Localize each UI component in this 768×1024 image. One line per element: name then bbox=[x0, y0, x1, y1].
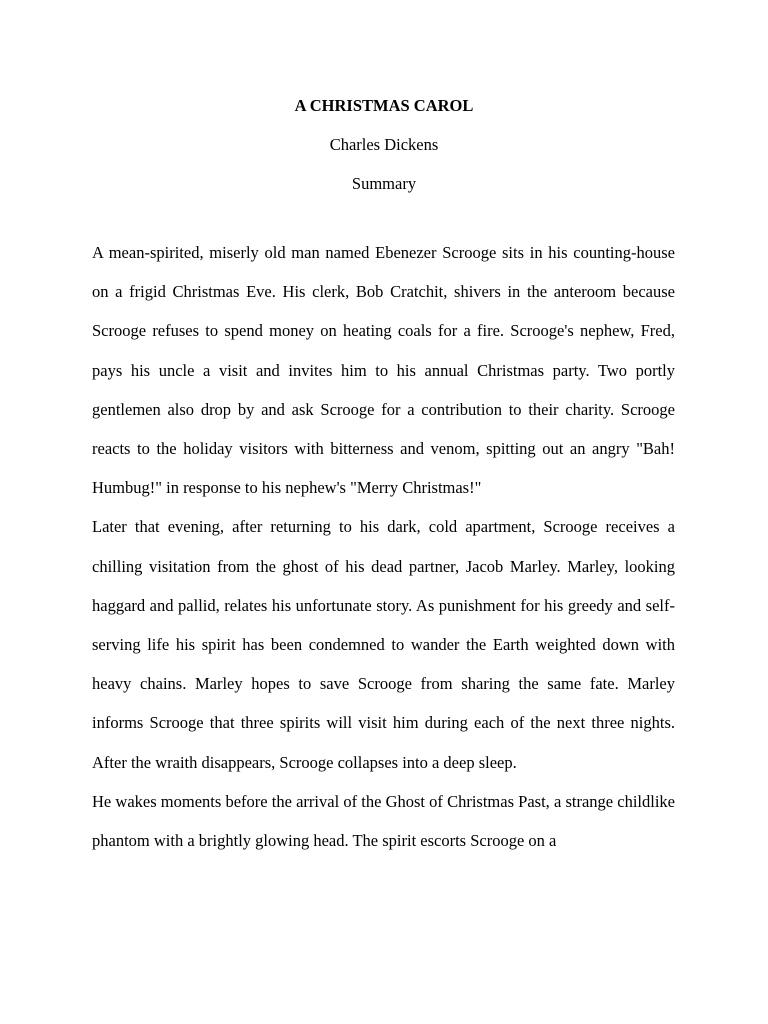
paragraph-2: Later that evening, after returning to his dark, cold apartment, Scrooge receives a chilling visitation from the ghost of his dead partner, Jacob Marley. Marley, looking haggard and pallid, relates his unfortunate story. As punishment for his greedy and self-serving life his spirit has been condemned to wander the Earth weighted down with heavy chains. Marley hopes to save Scrooge from sharing the same fate. Marley informs Scrooge that three spirits will visit him during each of the next three nights. After the wraith disappears, Scrooge collapses into a deep sleep. bbox=[92, 517, 675, 772]
paragraph-3: He wakes moments before the arrival of the Ghost of Christmas Past, a strange childlike phantom with a brightly glowing head. The spirit escorts Scrooge on a bbox=[92, 791, 675, 851]
paragraph-1: A mean-spirited, miserly old man named Ebenezer Scrooge sits in his counting-house on a frigid Christmas Eve. His clerk, Bob Cratchit, shivers in the anteroom because Scrooge refuses to spend money on heating coals for a fire. Scrooge's nephew, Fred, pays his uncle a visit and invites him to his annual Christmas party. Two portly gentlemen also drop by and ask Scrooge for a contribution to their charity. Scrooge reacts to the holiday visitors with bitterness and venom, spitting out an angry "Bah! Humbug!" in response to his nephew's "Merry Christmas!" bbox=[92, 243, 675, 498]
document-author: Charles Dickens bbox=[329, 135, 439, 154]
document-title: A CHRISTMAS CAROL bbox=[294, 96, 474, 115]
document-header bbox=[0, 86, 768, 203]
document-section-heading: Summary bbox=[351, 174, 417, 193]
document-body bbox=[92, 233, 675, 860]
